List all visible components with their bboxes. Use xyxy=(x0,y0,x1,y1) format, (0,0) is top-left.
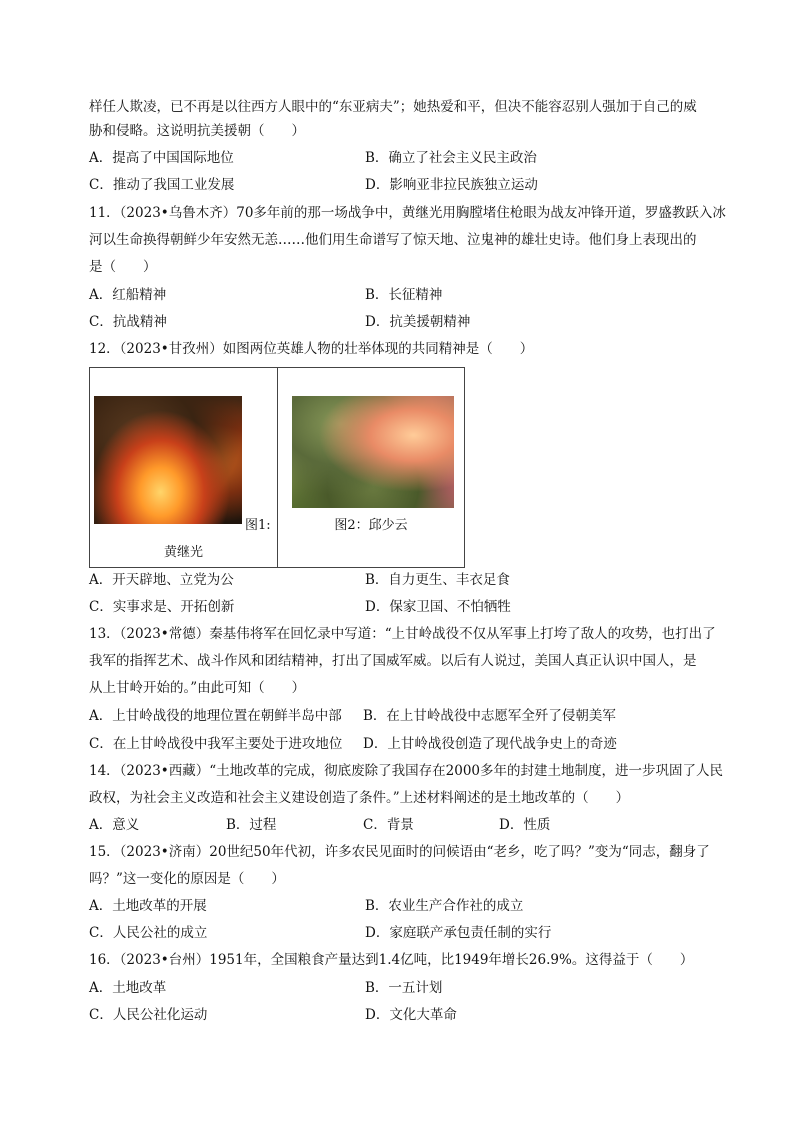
q14-option-b: B．过程 xyxy=(226,817,277,833)
q11-option-c: C．抗战精神 xyxy=(89,314,167,330)
q16-stem-line-1: 16．（2023•台州）1951年，全国粮食产量达到1.4亿吨，比1949年增长26.9%。这得益于（ ） xyxy=(89,952,694,968)
q12-option-a: A．开天辟地、立党为公 xyxy=(89,572,234,588)
q11-stem-line-2: 河以生命换得朝鲜少年安然无恙……他们用生命谱写了惊天地、泣鬼神的雄壮史诗。他们身上表现出的 xyxy=(89,232,697,248)
q11-option-d: D．抗美援朝精神 xyxy=(365,314,471,330)
q15-option-b: B．农业生产合作社的成立 xyxy=(365,898,524,914)
q10-option-c: C．推动了我国工业发展 xyxy=(89,177,235,193)
q16-option-a: A．土地改革 xyxy=(89,980,167,996)
q11-option-b: B．长征精神 xyxy=(365,287,443,303)
figure-1-label: 图1: xyxy=(245,518,271,533)
q14-stem-line-2: 政权，为社会主义改造和社会主义建设创造了条件。”上述材料阐述的是土地改革的（ ） xyxy=(89,790,630,806)
q10-stem-line-1: 样任人欺凌，已不再是以往西方人眼中的“东亚病夫”；她热爱和平，但决不能容忍别人强加于自己的威 xyxy=(89,99,697,115)
figure-2-cell xyxy=(278,368,464,567)
q11-stem-line-3: 是（ ） xyxy=(89,259,157,275)
q13-option-c: C．在上甘岭战役中我军主要处于进攻地位 xyxy=(89,736,343,752)
q12-option-d: D．保家卫国、不怕牺牲 xyxy=(365,599,511,615)
q16-option-b: B．一五计划 xyxy=(365,980,443,996)
q11-option-a: A．红船精神 xyxy=(89,287,167,303)
q10-stem-line-2: 胁和侵略。这说明抗美援朝（ ） xyxy=(89,123,305,139)
q13-option-a: A．上甘岭战役的地理位置在朝鲜半岛中部 xyxy=(89,708,342,724)
q10-option-a: A．提高了中国国际地位 xyxy=(89,150,234,166)
q13-stem-line-3: 从上甘岭开始的。”由此可知（ ） xyxy=(89,680,306,696)
q12-figure xyxy=(89,367,465,568)
figure-1-name: 黄继光 xyxy=(163,545,203,560)
q15-option-d: D．家庭联产承包责任制的实行 xyxy=(365,925,552,941)
q13-option-d: D．上甘岭战役创造了现代战争史上的奇迹 xyxy=(363,736,617,752)
q12-option-c: C．实事求是、开拓创新 xyxy=(89,599,235,615)
q15-option-c: C．人民公社的成立 xyxy=(89,925,208,941)
q13-option-b: B．在上甘岭战役中志愿军全歼了侵朝美军 xyxy=(363,708,616,724)
q10-option-d: D．影响亚非拉民族独立运动 xyxy=(365,177,538,193)
q14-option-d: D．性质 xyxy=(499,817,551,833)
q16-option-c: C．人民公社化运动 xyxy=(89,1007,208,1023)
q10-option-b: B．确立了社会主义民主政治 xyxy=(365,150,537,166)
q15-stem-line-2: 吗？”这一变化的原因是（ ） xyxy=(89,871,285,887)
q16-option-d: D．文化大革命 xyxy=(365,1007,457,1023)
q11-stem-line-1: 11．（2023•乌鲁木齐）70多年前的那一场战争中，黄继光用胸膛堵住枪眼为战友冲锋开道，罗盛教跃入冰 xyxy=(89,205,726,221)
q12-stem-line-1: 12．（2023•甘孜州）如图两位英雄人物的壮举体现的共同精神是（ ） xyxy=(89,341,534,357)
q15-option-a: A．土地改革的开展 xyxy=(89,898,207,914)
q14-option-c: C．背景 xyxy=(363,817,414,833)
q13-stem-line-2: 我军的指挥艺术、战斗作风和团结精神，打出了国威军威。以后有人说过，美国人真正认识中国人，是 xyxy=(89,653,697,669)
q14-option-a: A．意义 xyxy=(89,817,140,833)
qiu-shaoyun-painting xyxy=(292,396,454,508)
huang-jiguang-painting xyxy=(94,396,242,524)
q15-stem-line-1: 15．（2023•济南）20世纪50年代初，许多农民见面时的问候语由“老乡，吃了吗？”变为“同志，翻身了 xyxy=(89,844,710,860)
q14-stem-line-1: 14．（2023•西藏）“土地改革的完成，彻底废除了我国存在2000多年的封建土地制度，进一步巩固了人民 xyxy=(89,763,724,779)
figure-2-caption: 图2：邱少云 xyxy=(334,518,408,533)
q13-stem-line-1: 13．（2023•常德）秦基伟将军在回忆录中写道：“上甘岭战役不仅从军事上打垮了敌人的攻势，也打出了 xyxy=(89,626,716,642)
q12-option-b: B．自力更生、丰衣足食 xyxy=(365,572,510,588)
